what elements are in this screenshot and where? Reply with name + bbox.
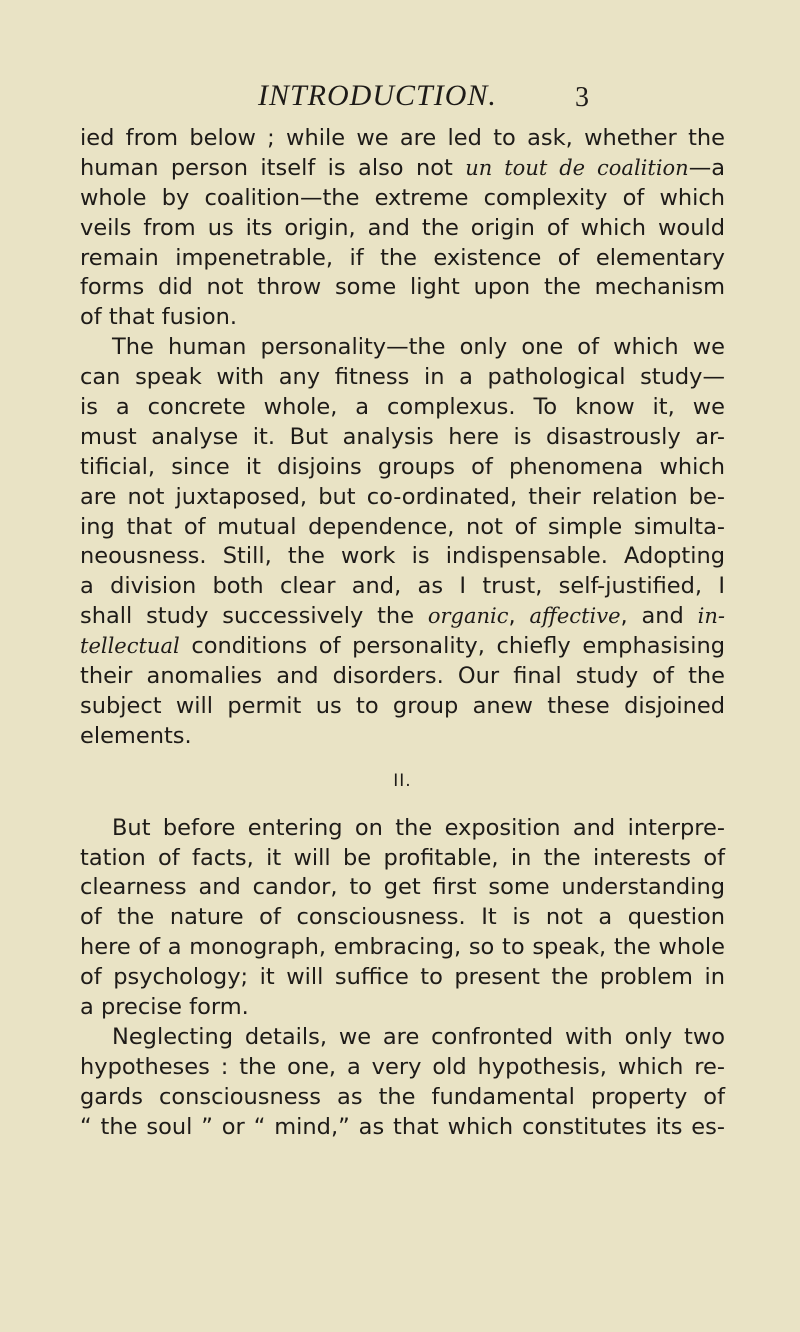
text-line: a division both clear and, as I trust, self-justified, I [80,573,725,600]
text-line: are not juxtaposed, but co-ordinated, their relation be- [80,483,725,510]
text-line: veils from us its origin, and the origin of which would [80,214,725,241]
text-line: neousness. Still, the work is indispensable. Adopting [80,543,725,570]
text-line: of psychology; it will suffice to present the problem in [80,964,725,991]
italic-phrase: un tout de coalition [465,155,689,180]
body-text [80,124,725,1143]
text-run: , [508,603,530,630]
text-line: here of a monograph, embracing, so to speak, the whole [80,934,725,961]
section-heading: II. [393,770,412,791]
text-line: ing that of mutual dependence, not of simple simulta- [80,513,725,540]
text-line: forms did not throw some light upon the mechanism [80,274,725,301]
text-line: Neglecting details, we are confronted with only two [112,1023,725,1050]
page-number: 3 [575,82,589,113]
text-line: can speak with any fitness in a pathological study— [80,364,725,391]
text-line: of the nature of consciousness. It is not a question [80,904,725,931]
text-line: remain impenetrable, if the existence of elementary [80,244,725,271]
text-line: gards consciousness as the fundamental property of [80,1083,725,1110]
running-head [0,76,800,116]
text-line: elements. [80,722,192,749]
text-line: of that fusion. [80,304,238,331]
text-line: subject will permit us to group anew these disjoined [80,692,725,719]
italic-phrase: organic [427,604,509,629]
text-line [80,602,725,632]
text-run: —a [688,154,725,181]
text-line: is a concrete whole, a complexus. To know it, we [80,394,725,421]
text-line: must analyse it. But analysis here is disastrously ar- [80,423,725,450]
text-line: their anomalies and disorders. Our final study of the [80,663,725,690]
text-line: hypotheses : the one, a very old hypothesis, which re- [80,1053,725,1080]
text-run: human person itself is also not [80,154,466,181]
italic-phrase: affective [529,604,621,629]
text-run: , and [620,603,698,630]
text-line: clearness and candor, to get first some understanding [80,874,725,901]
text-line: tation of facts, it will be profitable, in the interests of [80,844,725,871]
running-title: INTRODUCTION. [258,79,497,112]
text-line [80,154,725,184]
text-line: a precise form. [80,994,249,1021]
text-line: But before entering on the exposition and interpre- [112,814,725,841]
italic-phrase: in- [697,604,725,629]
text-run: conditions of personality, chiefly emphasising [179,633,725,660]
text-run: shall study successively the [80,603,428,630]
text-line: “ the soul ” or “ mind,” as that which constitutes its es- [80,1113,725,1140]
text-line: whole by coalition—the extreme complexity of which [80,184,725,211]
text-line: tificial, since it disjoins groups of phenomena which [80,453,725,480]
text-line: The human personality—the only one of which we [112,334,725,361]
italic-phrase: tellectual [80,634,180,659]
text-line: ied from below ; while we are led to ask, whether the [80,125,725,151]
text-line [80,632,725,662]
